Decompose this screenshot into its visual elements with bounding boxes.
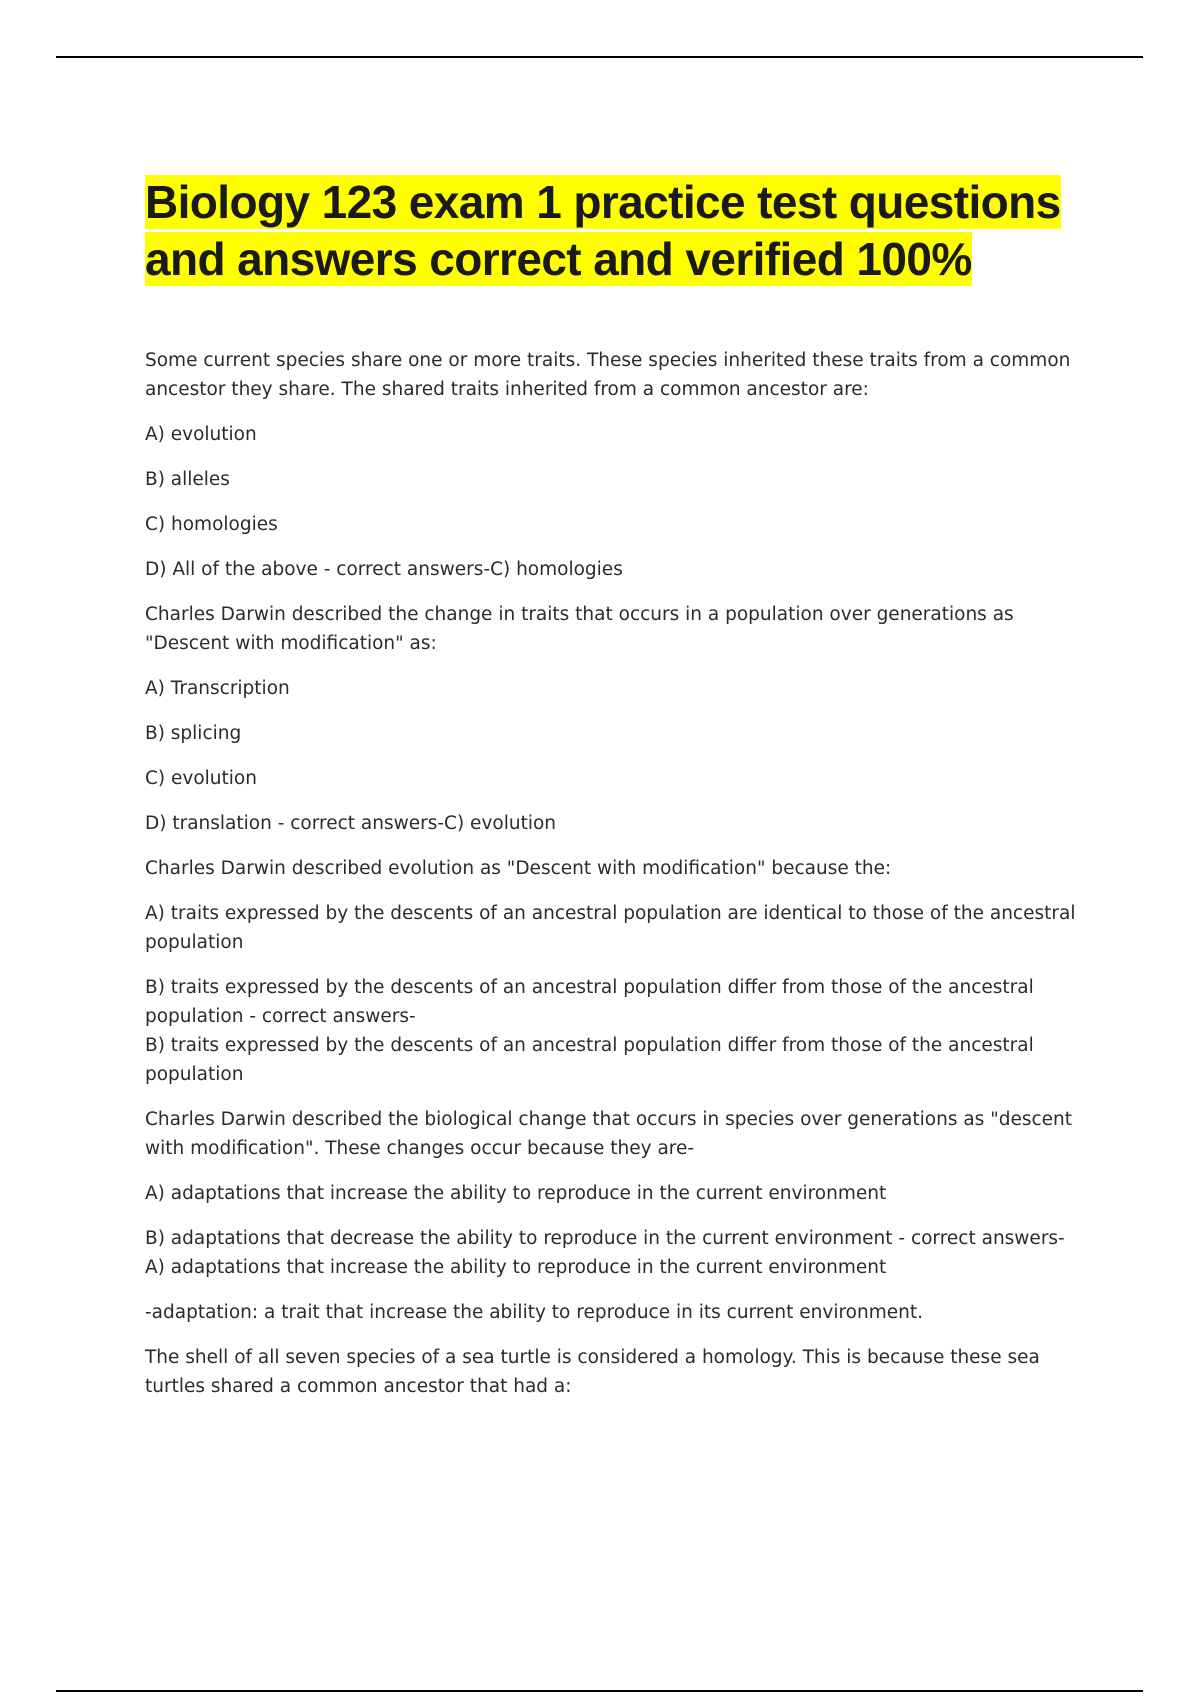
question-3-option-a: A) traits expressed by the descents of an ancestral population are identical to those of the ancestral population xyxy=(145,903,1076,953)
question-4-option-b: B) adaptations that decrease the ability to reproduce in the current environment - correct answers- xyxy=(145,1228,1065,1249)
footer-rule xyxy=(56,1690,1143,1692)
question-2: Charles Darwin described the change in traits that occurs in a population over generations as "Descent with modification" as: xyxy=(145,604,1014,654)
question-1-option-c: C) homologies xyxy=(145,514,278,535)
question-2-option-a: A) Transcription xyxy=(145,678,290,699)
question-4-answer: A) adaptations that increase the ability to reproduce in the current environment xyxy=(145,1257,887,1278)
document-title xyxy=(145,174,1095,288)
question-5: The shell of all seven species of a sea turtle is considered a homology. This is because these sea turtles shared a common ancestor that had a: xyxy=(145,1347,1040,1397)
title-highlight: Biology 123 exam 1 practice test questions and answers correct and verified 100% xyxy=(145,175,1061,285)
question-3-answer: B) traits expressed by the descents of an ancestral population differ from those of the ancestral population xyxy=(145,1035,1034,1085)
adaptation-definition: -adaptation: a trait that increase the ability to reproduce in its current environment. xyxy=(145,1302,923,1323)
question-1-option-b: B) alleles xyxy=(145,469,230,490)
question-1-option-d-answer: D) All of the above - correct answers-C) homologies xyxy=(145,559,623,580)
question-3-option-b: B) traits expressed by the descents of an ancestral population differ from those of the ancestral population - correct answers- xyxy=(145,977,1034,1027)
question-1-option-a: A) evolution xyxy=(145,424,257,445)
question-4: Charles Darwin described the biological change that occurs in species over generations as "descent with modification". These changes occur because they are- xyxy=(145,1109,1073,1159)
question-3: Charles Darwin described evolution as "Descent with modification" because the: xyxy=(145,858,892,879)
question-4-option-a: A) adaptations that increase the ability to reproduce in the current environment xyxy=(145,1183,887,1204)
header-rule xyxy=(56,56,1143,58)
question-2-option-d-answer: D) translation - correct answers-C) evolution xyxy=(145,813,557,834)
question-2-option-c: C) evolution xyxy=(145,768,257,789)
question-2-option-b: B) splicing xyxy=(145,723,242,744)
document-body xyxy=(145,346,1095,1417)
question-1: Some current species share one or more traits. These species inherited these traits from a common ancestor they share. The shared traits inherited from a common ancestor are: xyxy=(145,350,1071,400)
